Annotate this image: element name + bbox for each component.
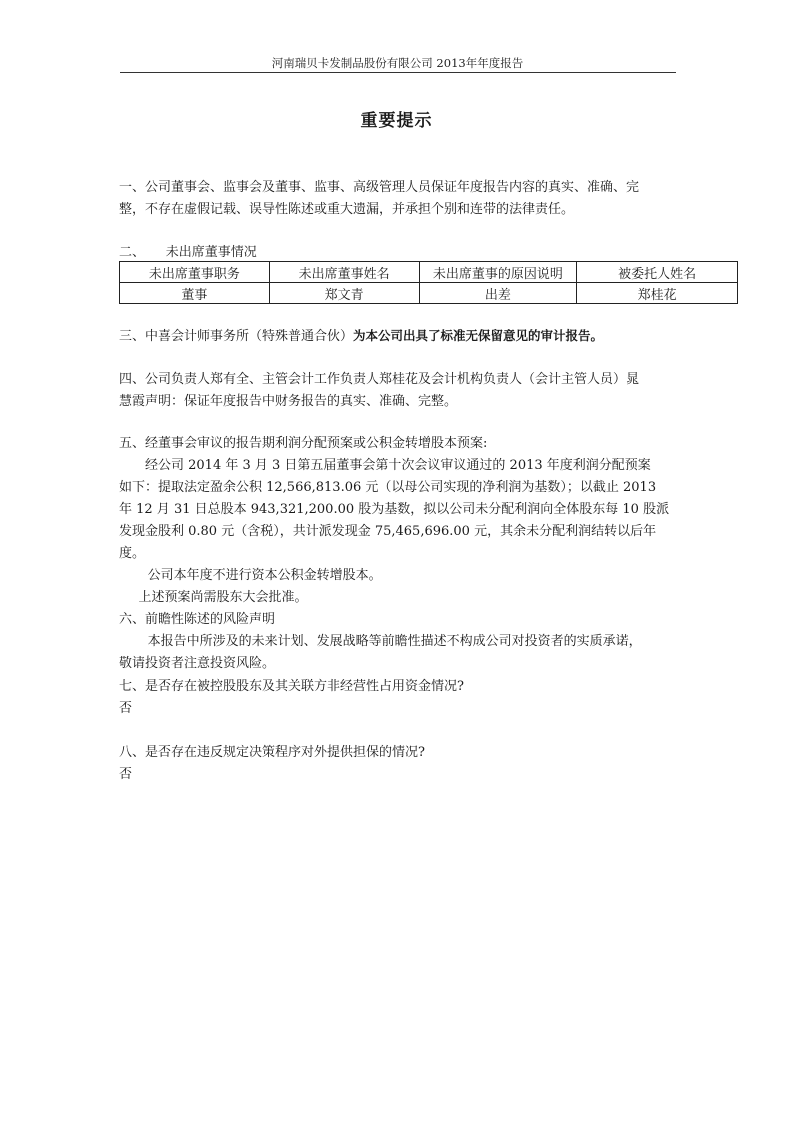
section-4-line-1: 四、公司负责人郑有全、主管会计工作负责人郑桂花及会计机构负责人（会计主管人员）晁 (119, 372, 640, 387)
table-header-cell: 未出席董事姓名 (269, 262, 419, 283)
table-header-cell: 未出席董事职务 (120, 262, 270, 283)
section-5-note-1: 公司本年度不进行资本公积金转增股本。 (147, 568, 382, 583)
section-3-normal: 三、中喜会计师事务所（特殊普通合伙） (119, 329, 354, 344)
section-5-para-line-4: 发现金股利 0.80 元（含税），共计派发现金 75,465,696.00 元，其余未分配利润结转以后年 (119, 524, 657, 539)
section-7-answer: 否 (119, 701, 133, 716)
table-cell: 郑桂花 (577, 283, 738, 304)
section-4-line-2: 慧霞声明：保证年度报告中财务报告的真实、准确、完整。 (119, 394, 458, 409)
section-8-question: 八、是否存在违反规定决策程序对外提供担保的情况? (119, 745, 425, 760)
table-cell: 董事 (120, 283, 270, 304)
header-divider (120, 72, 676, 73)
section-6-line-1: 本报告中所涉及的未来计划、发展战略等前瞻性描述不构成公司对投资者的实质承诺， (147, 634, 642, 649)
table-row (120, 283, 738, 304)
page-header: 河南瑞贝卡发制品股份有限公司 2013年年度报告 (271, 56, 524, 70)
section-5 (119, 433, 679, 609)
section-5-para-line-5: 度。 (119, 546, 146, 561)
section-3 (119, 325, 719, 348)
section-5-para-line-2: 如下：提取法定盈余公积 12,566,813.06 元（以母公司实现的净利润为基数）；以截止 2013 (119, 480, 657, 495)
section-6-heading: 六、前瞻性陈述的风险声明 (119, 612, 276, 627)
section-2-title: 未出席董事情况 (165, 245, 257, 260)
section-6 (119, 609, 679, 675)
section-3-text (119, 325, 719, 348)
section-1 (119, 177, 679, 221)
section-8-answer: 否 (119, 767, 133, 782)
section-6-line-2: 敬请投资者注意投资风险。 (119, 656, 276, 671)
page-title: 重要提示 (360, 111, 433, 131)
section-5-para-line-3: 年 12 月 31 日总股本 943,321,200.00 股为基数，拟以公司未分配利润向全体股东每 10 股派 (119, 502, 670, 517)
section-4 (119, 369, 679, 413)
section-5-para-line-1: 经公司 2014 年 3 月 3 日第五届董事会第十次会议审议通过的 2013 年度利润分配预案 (145, 458, 651, 473)
table-header-cell: 被委托人姓名 (577, 262, 738, 283)
table-header-cell: 未出席董事的原因说明 (419, 262, 577, 283)
section-7 (119, 676, 679, 720)
section-1-line-1: 一、公司董事会、监事会及董事、监事、高级管理人员保证年度报告内容的真实、准确、完 (119, 180, 640, 195)
section-8 (119, 742, 679, 786)
section-5-heading: 五、经董事会审议的报告期利润分配预案或公积金转增股本预案: (119, 436, 488, 451)
table-cell: 郑文青 (269, 283, 419, 304)
table-header-row (120, 262, 738, 283)
section-3-bold: 为本公司出具了标准无保留意见的审计报告。 (353, 328, 604, 343)
section-2-heading (119, 241, 257, 260)
absent-directors-table (119, 261, 738, 304)
section-1-line-2: 整，不存在虚假记载、误导性陈述或重大遗漏，并承担个别和连带的法律责任。 (119, 202, 575, 217)
section-5-note-2: 上述预案尚需股东大会批准。 (138, 590, 308, 605)
section-2-number: 二、 (119, 245, 146, 260)
table-cell: 出差 (419, 283, 577, 304)
section-7-question: 七、是否存在被控股股东及其关联方非经营性占用资金情况? (119, 679, 464, 694)
